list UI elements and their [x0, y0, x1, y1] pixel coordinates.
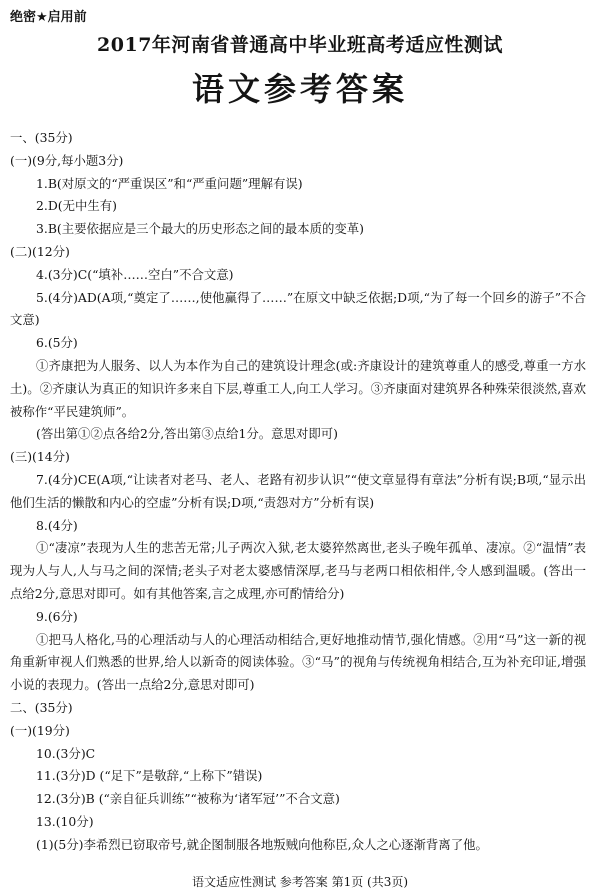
answer-paragraph: 5.(4分)AD(A项,“奠定了……,使他赢得了……”在原文中缺乏依据;D项,“为了每一个回乡的游子”不合文意) [10, 289, 586, 328]
subsection-heading: (二)(12分) [10, 243, 70, 259]
answer-line: 3.B(主要依据应是三个最大的历史形态之间的最本质的变革) [36, 221, 364, 237]
answer-line: 10.(3分)C [36, 745, 96, 761]
answer-paragraph: ①把马人格化,马的心理活动与人的心理活动相结合,更好地推动情节,强化情感。②用“马”这一新的视角重新审视人们熟悉的世界,给人以新奇的阅读体验。③“马”的视角与传统视角相结合,互为补充印证,增强小说的表现力。(答出一点给2分,意思对即可) [10, 631, 586, 693]
answer-line: 11.(3分)D (“足下”是敬辞,“上称下”错误) [36, 768, 263, 784]
confidential-mark: 绝密★启用前 [10, 10, 87, 25]
section-heading: 一、(35分) [10, 130, 73, 145]
exam-title: 2017年河南省普通高中毕业班高考适应性测试 [97, 34, 503, 56]
section-heading: 二、(35分) [10, 699, 73, 715]
scoring-note: (答出第①②点各给2分,答出第③点给1分。意思对即可) [36, 426, 338, 442]
subsection-heading: (一)(9分,每小题3分) [10, 152, 124, 168]
answer-paragraph: ①齐康把为人服务、以人为本作为自己的建筑设计理念(或:齐康设计的建筑尊重人的感受,尊重一方水土)。②齐康认为真正的知识许多来自下层,尊重工人,向工人学习。③齐康面对建筑界各种殊荣很淡然,喜欢被称作“平民建筑师”。 [10, 357, 586, 419]
answer-line: (1)(5分)李希烈已窃取帝号,就企图制服各地叛贼向他称臣,众人之心逐渐背离了他。 [36, 836, 488, 852]
page-footer: 语文适应性测试 参考答案 第1页 (共3页) [191, 875, 409, 889]
subsection-heading: (一)(19分) [10, 722, 70, 738]
answer-line: 2.D(无中生有) [36, 198, 117, 214]
question-number: 6.(5分) [36, 335, 78, 351]
answer-paragraph: ①“凄凉”表现为人生的悲苦无常;儿子两次入狱,老太婆猝然离世,老头子晚年孤单、凄凉。②“温情”表现为人与人,人与马之间的深情;老头子对老太婆感情深厚,老马与老两口相依相伴,令人感到温暖。(答出一点给2分,意思对即可。如有其他答案,言之成理,亦可酌情给分) [10, 540, 586, 601]
question-number: 8.(4分) [36, 517, 78, 533]
answer-paragraph: 7.(4分)CE(A项,“让读者对老马、老人、老路有初步认识”“使文章显得有章法”分析有误;B项,“显示出他们生活的懒散和内心的空虚”分析有误;D项,“责怨对方”分析有误) [10, 471, 586, 510]
answer-line: 4.(3分)C(“填补……空白”不合文意) [36, 266, 234, 282]
answer-line: 12.(3分)B (“亲自征兵训练”“被称为‘诸军冠’”不合文意) [36, 791, 340, 807]
answer-line: 1.B(对原文的“严重误区”和“严重问题”理解有误) [36, 175, 303, 191]
question-number: 9.(6分) [36, 608, 78, 624]
answer-content [10, 127, 586, 857]
subsection-heading: (三)(14分) [10, 449, 70, 465]
question-number: 13.(10分) [36, 813, 94, 829]
document-title: 语文参考答案 [191, 70, 408, 108]
